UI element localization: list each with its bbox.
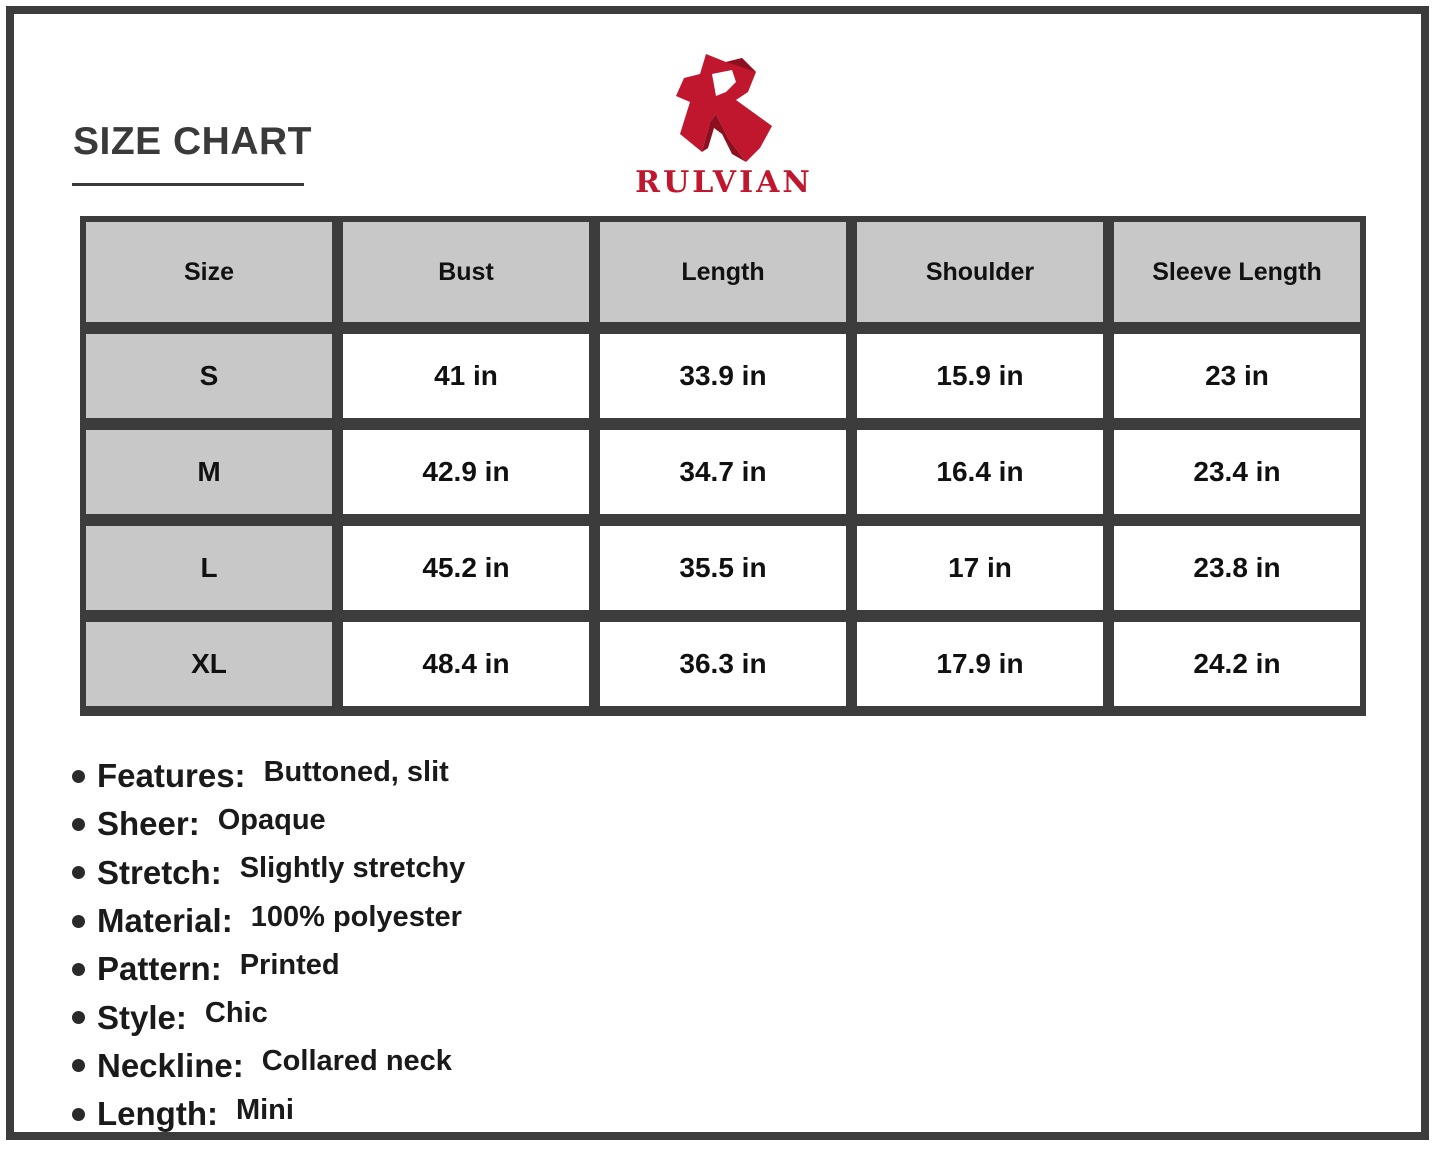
- header-sleeve-length: Sleeve Length: [1114, 222, 1360, 322]
- feature-label: Sheer:: [97, 805, 200, 843]
- feature-label: Material:: [97, 902, 233, 940]
- row-xl-bust: 48.4 in: [343, 622, 589, 706]
- title-underline: [72, 183, 304, 186]
- header-size: Size: [86, 222, 332, 322]
- row-m-bust: 42.9 in: [343, 430, 589, 514]
- bullet-icon: [72, 866, 85, 879]
- row-xl-length: 36.3 in: [600, 622, 846, 706]
- feature-item: [72, 945, 465, 993]
- bullet-icon: [72, 1108, 85, 1121]
- bullet-icon: [72, 818, 85, 831]
- feature-list: [72, 752, 465, 1138]
- feature-value: Mini: [235, 1093, 294, 1126]
- feature-value: Collared neck: [261, 1045, 452, 1078]
- row-m-length: 34.7 in: [600, 430, 846, 514]
- header-length: Length: [600, 222, 846, 322]
- brand-logo: [626, 52, 822, 202]
- feature-item: [72, 993, 465, 1041]
- brand-wordmark: RULVIAN: [635, 165, 813, 200]
- row-l-shoulder: 17 in: [857, 526, 1103, 610]
- row-s-size: S: [86, 334, 332, 418]
- row-s-sleeve: 23 in: [1114, 334, 1360, 418]
- row-s-bust: 41 in: [343, 334, 589, 418]
- row-l-sleeve: 23.8 in: [1114, 526, 1360, 610]
- feature-item: [72, 849, 465, 897]
- feature-label: Features:: [97, 757, 246, 795]
- bullet-icon: [72, 1011, 85, 1024]
- page-title: SIZE CHART: [73, 120, 312, 163]
- row-xl-size: XL: [86, 622, 332, 706]
- row-xl-shoulder: 17.9 in: [857, 622, 1103, 706]
- feature-item: [72, 752, 465, 800]
- feature-label: Stretch:: [97, 853, 222, 891]
- bullet-icon: [72, 915, 85, 928]
- rulvian-r-logo-icon: [676, 52, 772, 162]
- feature-item: [72, 800, 465, 848]
- row-m-shoulder: 16.4 in: [857, 430, 1103, 514]
- row-s-length: 33.9 in: [600, 334, 846, 418]
- size-table: [80, 216, 1366, 716]
- feature-value: Chic: [204, 997, 268, 1030]
- row-l-bust: 45.2 in: [343, 526, 589, 610]
- row-l-size: L: [86, 526, 332, 610]
- row-m-sleeve: 23.4 in: [1114, 430, 1360, 514]
- header-bust: Bust: [343, 222, 589, 322]
- row-l-length: 35.5 in: [600, 526, 846, 610]
- row-m-size: M: [86, 430, 332, 514]
- feature-label: Length:: [97, 1095, 218, 1133]
- feature-item: [72, 1042, 465, 1090]
- bullet-icon: [72, 770, 85, 783]
- feature-label: Pattern:: [97, 950, 222, 988]
- feature-value: Slightly stretchy: [239, 852, 466, 885]
- feature-label: Neckline:: [97, 1046, 244, 1084]
- bullet-icon: [72, 1059, 85, 1072]
- feature-item: [72, 1090, 465, 1138]
- bullet-icon: [72, 963, 85, 976]
- feature-value: 100% polyester: [250, 900, 462, 933]
- feature-value: Printed: [239, 948, 340, 981]
- feature-item: [72, 897, 465, 945]
- feature-value: Buttoned, slit: [263, 755, 449, 788]
- row-s-shoulder: 15.9 in: [857, 334, 1103, 418]
- feature-label: Style:: [97, 998, 187, 1036]
- header-shoulder: Shoulder: [857, 222, 1103, 322]
- feature-value: Opaque: [217, 803, 326, 836]
- row-xl-sleeve: 24.2 in: [1114, 622, 1360, 706]
